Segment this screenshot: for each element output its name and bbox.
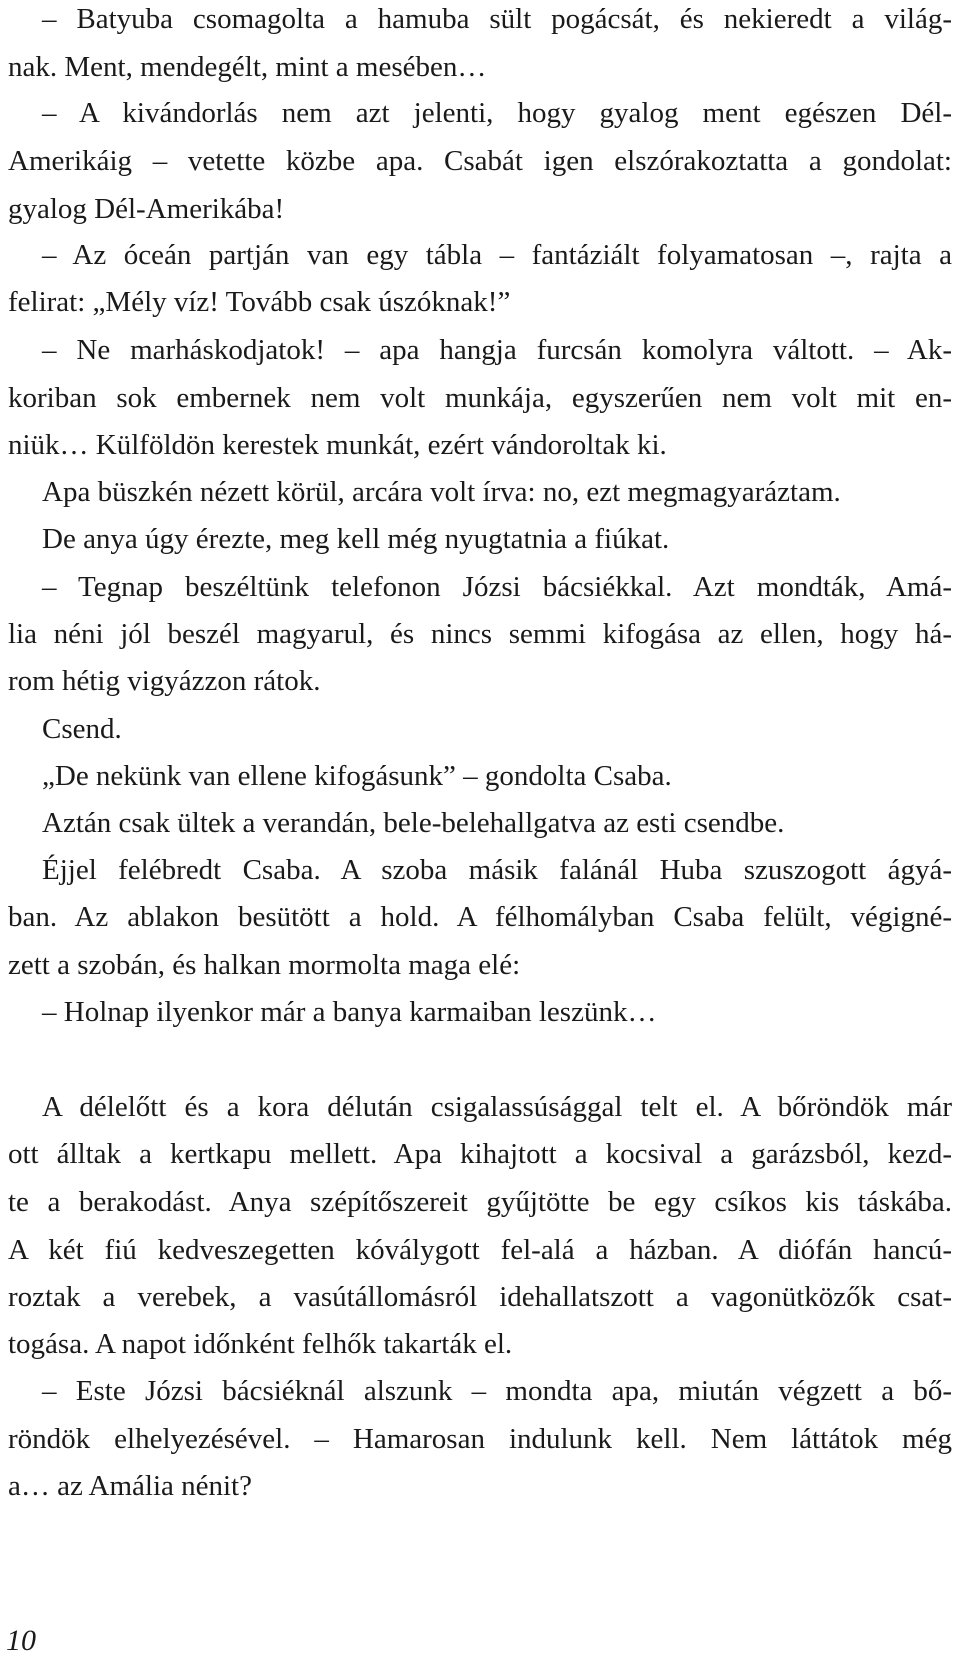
text-line: – Az óceán partján van egy tábla – fantáziált folyamatosan –, rajta a xyxy=(42,239,952,271)
text-line: Éjjel felébredt Csaba. A szoba másik falánál Huba szuszogott ágyá- xyxy=(42,854,952,886)
text-line: a… az Amália nénit? xyxy=(8,1470,252,1502)
text-line: roztak a verebek, a vasútállomásról idehallatszott a vagonütközők csat- xyxy=(8,1281,952,1313)
text-line: – Batyuba csomagolta a hamuba sült pogácsát, és nekieredt a világ- xyxy=(42,3,952,35)
text-line: Csend. xyxy=(42,713,122,745)
text-line: A délelőtt és a kora délután csigalassúsággal telt el. A bőröndök már xyxy=(42,1091,952,1123)
text-line: röndök elhelyezésével. – Hamarosan indulunk kell. Nem láttátok még xyxy=(8,1423,952,1455)
text-line: Amerikáig – vetette közbe apa. Csabát igen elszórakoztatta a gondolat: xyxy=(8,145,952,177)
text-line: rom hétig vigyázzon rátok. xyxy=(8,665,321,697)
text-line: zett a szobán, és halkan mormolta maga elé: xyxy=(8,949,521,981)
text-line: – Holnap ilyenkor már a banya karmaiban leszünk… xyxy=(42,996,657,1028)
text-line: nak. Ment, mendegélt, mint a mesében… xyxy=(8,51,487,83)
text-line: – A kivándorlás nem azt jelenti, hogy gyalog ment egészen Dél- xyxy=(42,97,952,129)
page-number: 10 xyxy=(6,1624,36,1657)
text-line: niük… Külföldön kerestek munkát, ezért vándoroltak ki. xyxy=(8,429,667,461)
text-line: ott álltak a kertkapu mellett. Apa kihajtott a kocsival a garázsból, kezd- xyxy=(8,1138,952,1170)
text-line: – Tegnap beszéltünk telefonon Józsi bácsiékkal. Azt mondták, Amá- xyxy=(42,571,952,603)
text-line: togása. A napot időnként felhők takarták el. xyxy=(8,1328,513,1360)
text-line: – Ne marháskodjatok! – apa hangja furcsán komolyra váltott. – Ak- xyxy=(42,334,952,366)
text-line: – Este Józsi bácsiéknál alszunk – mondta apa, miután végzett a bő- xyxy=(42,1375,952,1407)
text-line: gyalog Dél-Amerikába! xyxy=(8,193,285,225)
text-line: A két fiú kedveszegetten kóválygott fel-alá a házban. A diófán hancú- xyxy=(8,1234,952,1266)
text-line: Apa büszkén nézett körül, arcára volt írva: no, ezt megmagyaráztam. xyxy=(42,476,841,508)
text-line: ban. Az ablakon besütött a hold. A félhomályban Csaba felült, végigné- xyxy=(8,901,952,933)
text-line: felirat: „Mély víz! Tovább csak úszóknak!” xyxy=(8,286,511,318)
text-line: koriban sok embernek nem volt munkája, egyszerűen nem volt mit en- xyxy=(8,382,952,414)
text-line: „De nekünk van ellene kifogásunk” – gondolta Csaba. xyxy=(42,760,672,792)
text-line: Aztán csak ültek a verandán, bele-belehallgatva az esti csendbe. xyxy=(42,807,785,839)
text-line: De anya úgy érezte, meg kell még nyugtatnia a fiúkat. xyxy=(42,523,670,555)
text-line: te a berakodást. Anya szépítőszereit gyűjtötte be egy csíkos kis táskába. xyxy=(8,1186,952,1218)
text-line: lia néni jól beszél magyarul, és nincs semmi kifogása az ellen, hogy há- xyxy=(8,618,952,650)
